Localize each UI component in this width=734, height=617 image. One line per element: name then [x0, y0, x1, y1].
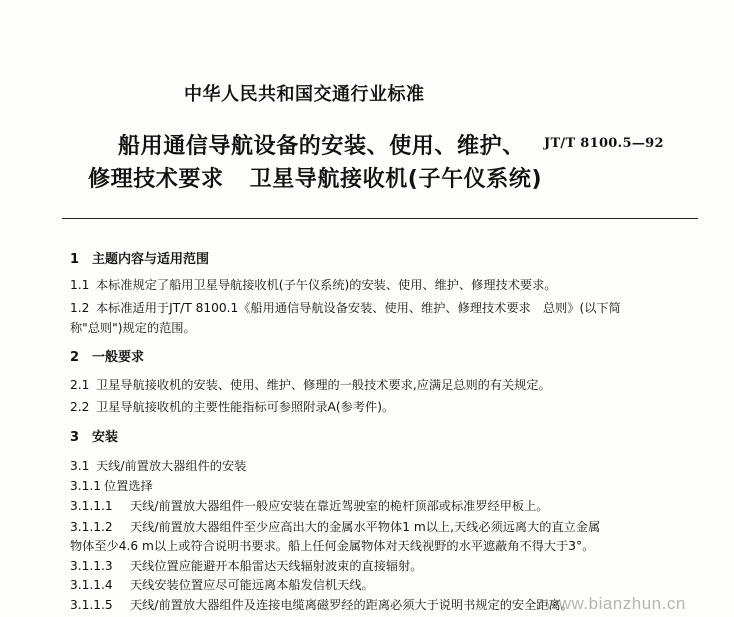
clause-text: 本标准适用于JT/T 8100.1《船用通信导航设备安装、使用、维护、修理技术要求 总则》(以下简: [96, 301, 621, 315]
clause-1-2-continuation: 称"总则")规定的范围。: [70, 321, 196, 335]
section-number: 1: [70, 252, 80, 267]
section-2-heading: [70, 351, 144, 364]
clause-1-2: [70, 302, 621, 314]
clause-3-1-1-3: [70, 560, 423, 572]
clause-text: 天线位置应能避开本船雷达天线辐射波束的直接辐射。: [130, 559, 423, 573]
clause-text: 天线/前置放大器组件一般应安装在靠近驾驶室的桅杆顶部或标准罗经甲板上。: [130, 499, 549, 513]
clause-number: 3.1.1: [70, 479, 102, 493]
clause-number: 3.1.1.5: [70, 598, 113, 612]
clause-3-1-1-5: [70, 599, 573, 611]
title-divider: [62, 218, 698, 219]
section-title: 一般要求: [92, 350, 145, 365]
section-number: 2: [70, 350, 80, 365]
clause-3-1: [70, 460, 246, 472]
clause-text: 本标准规定了船用卫星导航接收机(子午仪系统)的安装、使用、维护、修理技术要求。: [96, 278, 557, 292]
clause-text: 天线/前置放大器组件及连接电缆离磁罗经的距离必须大于说明书规定的安全距离。: [130, 598, 573, 612]
clause-text: 卫星导航接收机的主要性能指标可参照附录A(参考件)。: [96, 400, 395, 414]
section-number: 3: [70, 430, 80, 445]
title-line-2-part-a: 修理技术要求: [88, 167, 224, 192]
clause-text: 位置选择: [104, 479, 153, 493]
clause-number: 2.1: [70, 378, 90, 392]
clause-3-1-1-2-continuation: 物体至少4.6 m以上或符合说明书要求。船上任何金属物体对天线视野的水平遮蔽角不得大于3°。: [70, 539, 595, 553]
clause-number: 1.1: [70, 278, 90, 292]
issuing-organization: 中华人民共和国交通行业标准: [184, 84, 425, 105]
section-title: 安装: [92, 430, 119, 445]
title-line-2-part-b: 卫星导航接收机(子午仪系统): [249, 167, 543, 192]
clause-2-2: [70, 401, 394, 413]
clause-2-1: [70, 379, 551, 391]
clause-text: 天线/前置放大器组件至少应高出大的金属水平物体1 m以上,天线必须远离大的直立金属: [130, 520, 601, 534]
section-1-heading: [70, 253, 209, 266]
section-3-heading: [70, 431, 118, 444]
clause-text: 天线安装位置应尽可能远离本船发信机天线。: [130, 578, 374, 592]
clause-number: 3.1: [70, 459, 90, 473]
clause-1-1: [70, 279, 556, 291]
clause-number: 3.1.1.4: [70, 578, 113, 592]
site-watermark: www.bianzhun.cn: [546, 594, 686, 613]
section-title: 主题内容与适用范围: [92, 252, 210, 267]
title-line-2: [88, 169, 542, 191]
clause-text: 卫星导航接收机的安装、使用、维护、修理的一般技术要求,应满足总则的有关规定。: [96, 378, 551, 392]
clause-3-1-1-4: [70, 579, 374, 591]
clause-number: 1.2: [70, 301, 90, 315]
clause-number: 2.2: [70, 400, 90, 414]
clause-number: 3.1.1.1: [70, 499, 113, 513]
standard-number: JT/T 8100.5—92: [544, 136, 664, 151]
clause-3-1-1-2: [70, 521, 600, 533]
clause-3-1-1: [70, 480, 153, 492]
title-line-1: 船用通信导航设备的安装、使用、维护、: [118, 134, 525, 159]
clause-number: 3.1.1.2: [70, 520, 113, 534]
clause-number: 3.1.1.3: [70, 559, 113, 573]
clause-text: 天线/前置放大器组件的安装: [96, 459, 247, 473]
clause-3-1-1-1: [70, 500, 548, 512]
